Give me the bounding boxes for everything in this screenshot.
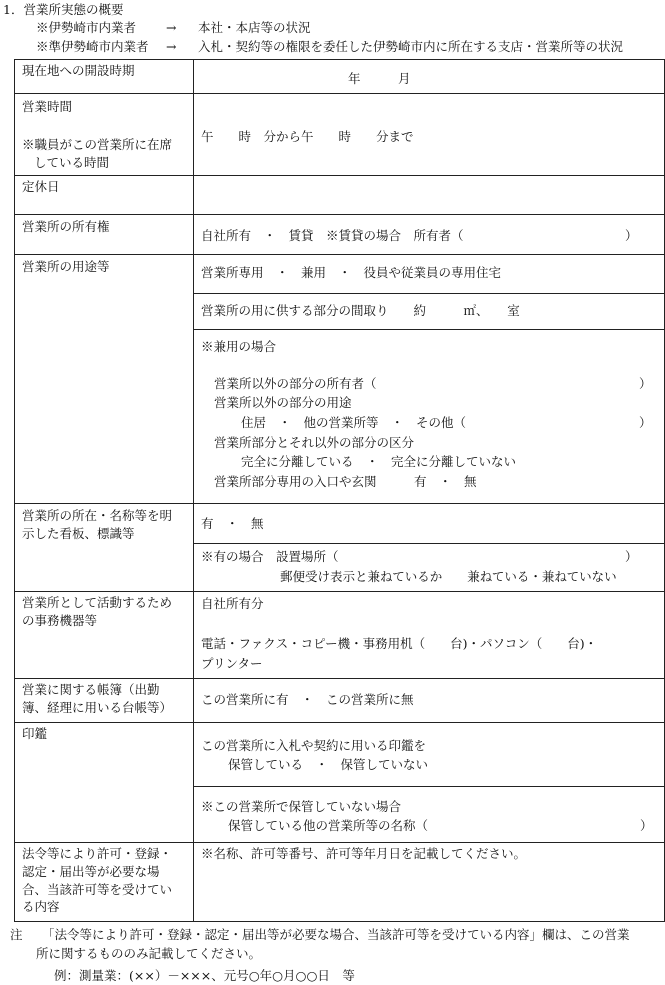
table-row-opening [15,60,665,94]
table-row-seal [15,723,665,787]
arrow-icon: → [166,39,177,54]
row-label: 法令等により許可・登録・認定・届出等が必要な場合、当該許可等を受けている内容 [15,843,194,922]
usage-type-field[interactable]: 営業所専用 ・ 兼用 ・ 役員や従業員の専用住宅 [194,255,665,294]
arrow-icon: → [166,20,177,35]
footnote-text: 所に関するもののみ記載してください。 [36,946,262,961]
table-row-ledgers [15,679,665,723]
opening-date-field[interactable]: 年 月 [194,60,665,94]
dual-use-field[interactable]: ※兼用の場合 営業所以外の部分の所有者（ ） 営業所以外の部分の用途 住居 ・ 他の営業所等 ・ その他（ ） 営業所部分とそれ以外の部分の区分 完全に分離している ・ 完全に分離していない 営業所部分専用の入口や玄関 有 ・ 無 [194,330,665,504]
holiday-field[interactable] [194,176,665,215]
footnote-mark: 注 [10,927,23,942]
row-label: 営業所の所在・名称等を明示した看板、標識等 [15,504,194,592]
table-row-ownership [15,215,665,255]
row-label: 定休日 [15,176,194,215]
row-label: 印鑑 [15,723,194,843]
signboard-location-field[interactable]: ※有の場合 設置場所（ ） 郵便受け表示と兼ねているか 兼ねている・兼ねていない [194,544,665,592]
row-label: 現在地への開設時期 [15,60,194,94]
ledgers-field[interactable]: この営業所に有 ・ この営業所に無 [194,679,665,723]
section-heading: 1．営業所実態の概要 [3,2,124,17]
business-hours-field[interactable]: 午 時 分から午 時 分まで [194,94,665,176]
footnote-example: 例：測量業：(××）－×××、元号○年○月○○日 等 [54,968,355,983]
table-row-signboard [15,504,665,544]
signboard-field[interactable]: 有 ・ 無 [194,504,665,544]
row-label: 営業所の用途等 [15,255,194,504]
scope-line-city [36,19,311,37]
table-row-permits [15,843,665,922]
footnote-text: 「法令等により許可・登録・認定・届出等が必要な場合、当該許可等を受けている内容」欄は、この営業 [42,927,630,942]
permits-field[interactable]: ※名称、許可等番号、許可等年月日を記載してください。 [194,843,665,922]
scope-desc: 入札・契約等の権限を委任した伊勢崎市内に所在する支店・営業所等の状況 [198,39,624,54]
equipment-field[interactable]: 自社所有分 電話・ファクス・コピー機・事務用机（ 台)・パソコン（ 台)・ プリンター [194,592,665,679]
row-label: 営業所として活動するための事務機器等 [15,592,194,679]
seal-other-office-field[interactable]: ※この営業所で保管していない場合 保管している他の営業所等の名称（ ） [194,787,665,843]
table-row-equipment [15,592,665,679]
ownership-field[interactable]: 自社所有 ・ 賃貸 ※賃貸の場合 所有者（ ） [194,215,665,255]
table-row-hours [15,94,665,176]
seal-field[interactable]: この営業所に入札や契約に用いる印鑑を 保管している ・ 保管していない [194,723,665,787]
floor-plan-field[interactable]: 営業所の用に供する部分の間取り 約 ㎡、 室 [194,294,665,330]
scope-desc: 本社・本店等の状況 [198,20,311,35]
scope-line-quasi [36,38,623,56]
table-row-usage [15,255,665,294]
table-row-holiday [15,176,665,215]
row-label: 営業所の所有権 [15,215,194,255]
office-status-table [14,59,665,922]
scope-label: ※準伊勢崎市内業者 [36,39,149,54]
scope-label: ※伊勢崎市内業者 [36,20,137,35]
row-label: 営業に関する帳簿（出勤簿、経理に用いる台帳等） [15,679,194,723]
row-label: 営業時間 ※職員がこの営業所に在席 している時間 [15,94,194,176]
